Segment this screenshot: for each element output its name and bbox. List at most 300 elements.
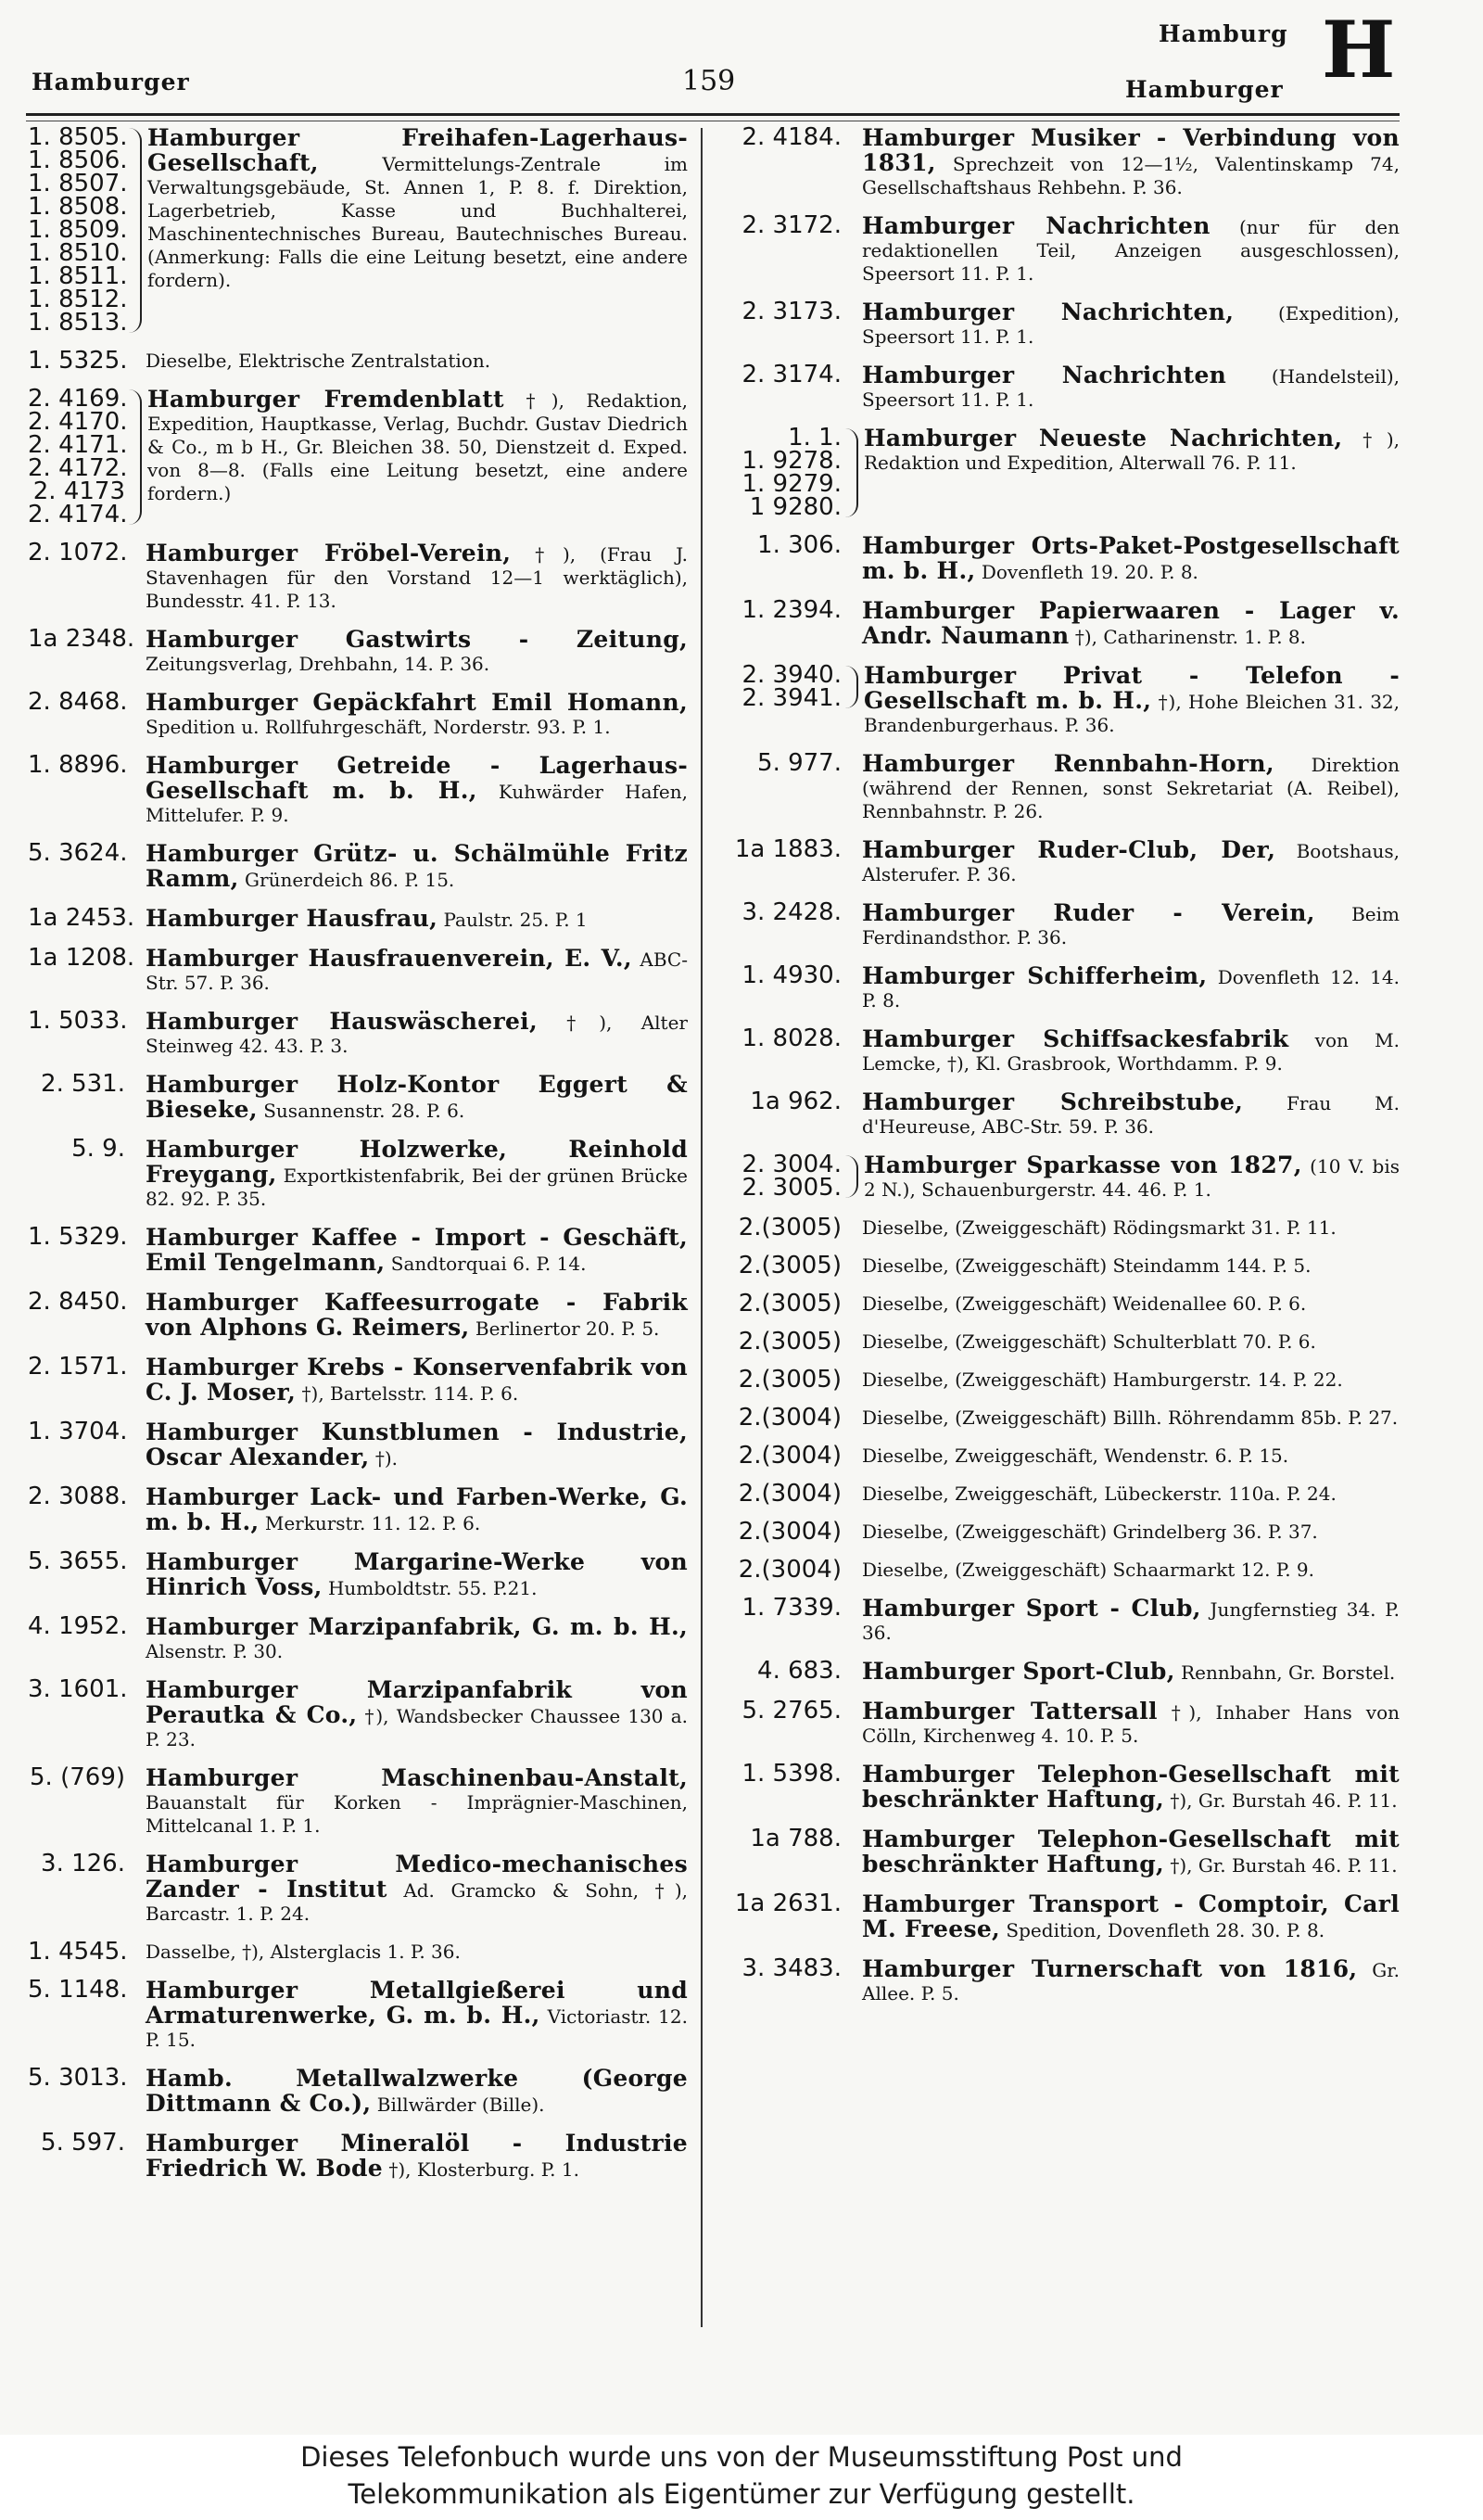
directory-entry bbox=[28, 904, 688, 932]
subscriber-name: Hamburger Musiker - Verbindung von 1831, bbox=[862, 124, 1400, 176]
entry-text bbox=[146, 541, 688, 613]
phone-number: 2. 3941. bbox=[742, 684, 842, 712]
phone-number: 2. 4174. bbox=[28, 501, 128, 528]
directory-entry bbox=[28, 1612, 688, 1663]
phone-number: 1. 8896. bbox=[28, 751, 128, 779]
subscriber-name: Hamburger Turnerschaft von 1816, bbox=[862, 1955, 1358, 1982]
subscriber-details: Dieselbe, (Zweiggeschäft) Schulterblatt 70. P. 6. bbox=[862, 1330, 1316, 1353]
entry-text bbox=[146, 907, 688, 932]
subscriber-details: Exportkistenfabrik, Bei der grünen Brücke 82. 92. P. 35. bbox=[146, 1165, 688, 1210]
phone-number: 2.(3005) bbox=[738, 1214, 842, 1241]
directory-entry bbox=[723, 1153, 1400, 1202]
entry-text bbox=[146, 1550, 688, 1600]
header-right-keyword: Hamburger bbox=[1125, 76, 1284, 103]
number-group-brace bbox=[129, 389, 142, 525]
directory-entry bbox=[723, 1216, 1400, 1240]
entry-text bbox=[864, 1153, 1400, 1202]
phone-numbers bbox=[723, 835, 842, 863]
phone-number: 1. 1. bbox=[788, 424, 842, 452]
subscriber-name: Hamburger Krebs - Konservenfabrik von C. J. Moser, bbox=[146, 1354, 688, 1406]
entry-text bbox=[862, 901, 1400, 949]
directory-entry bbox=[723, 835, 1400, 886]
entry-text bbox=[146, 691, 688, 739]
subscriber-name: Hamburger Orts-Paket-Postgesellschaft m. b. H., bbox=[862, 532, 1400, 584]
subscriber-name: Hamburger Rennbahn-Horn, bbox=[862, 750, 1274, 777]
subscriber-details: Spedition, Dovenfleth 28. 30. P. 8. bbox=[1000, 1919, 1325, 1941]
subscriber-details: Dieselbe, (Zweiggeschäft) Hamburgerstr. 14. P. 22. bbox=[862, 1368, 1343, 1391]
entry-text bbox=[862, 214, 1400, 286]
subscriber-details: Victoriastr. 12. P. 15. bbox=[146, 2005, 688, 2051]
entry-text bbox=[862, 964, 1400, 1012]
phone-numbers bbox=[28, 1135, 125, 1163]
phone-numbers bbox=[723, 961, 842, 989]
phone-number: 2.(3005) bbox=[738, 1252, 842, 1279]
directory-entry bbox=[723, 749, 1400, 823]
entry-text bbox=[146, 1941, 688, 1964]
entry-text bbox=[862, 1559, 1400, 1582]
subscriber-details: (Handelsteil), Speersort 11. P. 1. bbox=[862, 365, 1400, 411]
entry-text bbox=[862, 1254, 1400, 1278]
index-letter: H bbox=[1322, 4, 1396, 95]
phone-numbers bbox=[28, 1070, 125, 1098]
entry-text bbox=[146, 1291, 688, 1341]
subscriber-details: Grünerdeich 86. P. 15. bbox=[238, 869, 455, 891]
subscriber-name: Hamburger Sport-Club, bbox=[862, 1658, 1175, 1685]
phone-number: 2. 4172. bbox=[28, 454, 128, 482]
phone-number: 4. 1952. bbox=[28, 1612, 128, 1640]
phone-number: 2. 8450. bbox=[28, 1288, 128, 1316]
subscriber-name: Hamburger Schiffsackesfabrik bbox=[862, 1025, 1289, 1052]
subscriber-name: Hamburger Gepäckfahrt Emil Homann, bbox=[146, 689, 688, 716]
phone-number: 5. 3624. bbox=[28, 839, 128, 867]
subscriber-details: (10 V. bis 2 N.), Schauenburgerstr. 44. 46. P. 1. bbox=[864, 1155, 1400, 1201]
directory-entry bbox=[723, 531, 1400, 584]
subscriber-details: Vermittelungs-Zentrale im Verwaltungsgebäude, St. Annen 1, P. 8. f. Direktion, Lagerbetrieb, Kasse und Buchhalterei, Maschinentechnisches Bureau, Bautechnisches Bureau. (Anmerkung: Falls die eine Leitung besetzt, eine andere fordern). bbox=[147, 153, 688, 291]
entry-text bbox=[862, 1027, 1400, 1075]
phone-number: 1. 8505. bbox=[28, 123, 128, 151]
directory-entry bbox=[723, 426, 1400, 519]
subscriber-name: Hamburger Getreide - Lagerhaus-Gesellschaft m. b. H., bbox=[146, 752, 688, 804]
directory-entry bbox=[723, 123, 1400, 199]
entry-text bbox=[864, 426, 1400, 475]
phone-number: 5. (769) bbox=[30, 1763, 125, 1791]
phone-number: 2. 4171. bbox=[28, 431, 128, 459]
footer-line-1: Dieses Telefonbuch wurde uns von der Museumsstiftung Post und bbox=[300, 2441, 1183, 2473]
footer-line-2: Telekommunikation als Eigentümer zur Verfügung gestellt. bbox=[348, 2478, 1135, 2510]
entry-text bbox=[146, 1138, 688, 1211]
phone-number: 2. 4184. bbox=[742, 123, 842, 151]
phone-numbers bbox=[28, 1852, 125, 1876]
header-left-keyword: Hamburger bbox=[32, 69, 190, 95]
directory-entry bbox=[28, 944, 688, 995]
entry-text bbox=[862, 1521, 1400, 1544]
subscriber-name: Hamburger Holzwerke, Reinhold Freygang, bbox=[146, 1136, 688, 1188]
phone-number: 2. 3172. bbox=[742, 211, 842, 239]
entry-text bbox=[862, 300, 1400, 349]
entry-text bbox=[146, 947, 688, 995]
phone-numbers bbox=[28, 1938, 128, 1966]
entry-text bbox=[146, 2067, 688, 2117]
subscriber-name: Hamburger Privat - Telefon - Gesellschaft m. b. H., bbox=[864, 662, 1400, 714]
phone-numbers bbox=[723, 363, 842, 387]
phone-number: 2. 8468. bbox=[28, 688, 128, 716]
entry-text bbox=[146, 1355, 688, 1406]
phone-number: 2. 4169. bbox=[28, 385, 128, 413]
phone-number: 1. 9278. bbox=[742, 447, 842, 475]
phone-number: 1. 306. bbox=[757, 531, 842, 559]
phone-number: 1. 8511. bbox=[28, 262, 128, 290]
subscriber-name: Hamburger Papierwaaren - Lager v. Andr. Naumann bbox=[862, 597, 1400, 649]
subscriber-details: Dieselbe, (Zweiggeschäft) Rödingsmarkt 31. P. 11. bbox=[862, 1216, 1337, 1239]
subscriber-name: Hamburger Medico-mechanisches Zander - Institut bbox=[146, 1851, 688, 1903]
phone-number: 2. 1571. bbox=[28, 1353, 128, 1381]
phone-numbers bbox=[723, 1027, 842, 1050]
subscriber-name: Hamburger Telephon-Gesellschaft mit beschränkter Haftung, bbox=[862, 1826, 1400, 1877]
phone-numbers bbox=[28, 2129, 125, 2157]
subscriber-name: Hamburger Hausfrau, bbox=[146, 905, 438, 932]
phone-numbers bbox=[28, 688, 128, 716]
entry-text bbox=[146, 1979, 688, 2052]
entry-text bbox=[862, 1763, 1400, 1813]
directory-entry bbox=[723, 961, 1400, 1012]
phone-numbers bbox=[723, 531, 842, 559]
directory-entry bbox=[723, 661, 1400, 737]
subscriber-details: Frau M. d'Heureuse, ABC-Str. 59. P. 36. bbox=[862, 1092, 1400, 1138]
phone-numbers bbox=[723, 1216, 842, 1240]
column-divider bbox=[701, 128, 703, 2327]
entry-text bbox=[146, 1766, 688, 1838]
phone-number: 5. 3013. bbox=[28, 2064, 128, 2092]
directory-entry bbox=[723, 1090, 1400, 1139]
subscriber-details: Dasselbe, †), Alsterglacis 1. P. 36. bbox=[146, 1941, 461, 1963]
phone-numbers bbox=[723, 211, 842, 239]
subscriber-name: Hamburger Mineralöl - Industrie Friedrich W. Bode bbox=[146, 2130, 688, 2182]
entry-text bbox=[862, 1892, 1400, 1942]
subscriber-name: Hamburger Ruder-Club, Der, bbox=[862, 836, 1276, 863]
phone-number: 1a 2631. bbox=[734, 1890, 842, 1917]
entry-text bbox=[862, 1090, 1400, 1139]
phone-number: 2. 4173 bbox=[32, 477, 125, 505]
directory-entry bbox=[723, 1594, 1400, 1645]
directory-entry bbox=[28, 1355, 688, 1406]
directory-entry bbox=[28, 1007, 688, 1058]
subscriber-details: (Expedition), Speersort 11. P. 1. bbox=[862, 302, 1400, 348]
phone-number: 1. 4930. bbox=[742, 961, 842, 989]
subscriber-details: Beim Ferdinandsthor. P. 36. bbox=[862, 903, 1400, 948]
subscriber-details: Dieselbe, (Zweiggeschäft) Billh. Röhrendamm 85b. P. 27. bbox=[862, 1406, 1399, 1429]
subscriber-details: (nur für den redaktionellen Teil, Anzeigen ausgeschlossen), Speersort 11. P. 1. bbox=[862, 216, 1400, 285]
subscriber-name: Hamburger Marzipanfabrik, G. m. b. H., bbox=[146, 1613, 688, 1640]
directory-entry bbox=[723, 596, 1400, 649]
subscriber-details: ABC-Str. 57. P. 36. bbox=[146, 948, 688, 994]
phone-numbers bbox=[723, 1518, 842, 1546]
phone-numbers bbox=[28, 839, 128, 867]
subscriber-details: Merkurstr. 11. 12. P. 6. bbox=[259, 1512, 481, 1534]
phone-number: 4. 683. bbox=[757, 1657, 842, 1685]
directory-entry bbox=[28, 1288, 688, 1341]
subscriber-details: Dieselbe, (Zweiggeschäft) Steindamm 144. P. 5. bbox=[862, 1254, 1312, 1277]
directory-entry bbox=[723, 1442, 1400, 1470]
subscriber-details: Alsenstr. P. 30. bbox=[146, 1640, 284, 1662]
subscriber-name: Hamburger Nachrichten bbox=[862, 362, 1227, 388]
phone-numbers bbox=[723, 596, 842, 624]
right-column bbox=[723, 123, 1400, 2020]
phone-numbers bbox=[28, 347, 128, 375]
entry-text bbox=[862, 1330, 1400, 1354]
subscriber-details: Sprechzeit von 12—1½, Valentinskamp 74, Gesellschaftshaus Rehbehn. P. 36. bbox=[862, 153, 1400, 198]
phone-number: 5. 597. bbox=[41, 2129, 125, 2157]
number-group-brace bbox=[845, 666, 858, 708]
phone-number: 3. 126. bbox=[41, 1850, 125, 1877]
subscriber-name: Hamburger Tattersall bbox=[862, 1698, 1158, 1725]
phone-numbers bbox=[28, 539, 128, 566]
phone-numbers bbox=[723, 1657, 842, 1685]
phone-number: 1a 2348. bbox=[28, 625, 135, 653]
directory-entry bbox=[28, 1763, 688, 1838]
subscriber-details: Susannenstr. 28. P. 6. bbox=[257, 1100, 465, 1122]
phone-number: 1. 8509. bbox=[28, 216, 128, 244]
entry-text bbox=[862, 1292, 1400, 1316]
subscriber-details: †), Wandsbecker Chaussee 130 a. P. 23. bbox=[146, 1705, 688, 1750]
phone-numbers bbox=[723, 1090, 842, 1114]
phone-number: 2.(3004) bbox=[738, 1480, 842, 1508]
phone-number: 5. 1148. bbox=[28, 1976, 128, 2004]
phone-numbers bbox=[723, 1760, 842, 1788]
phone-numbers bbox=[723, 1954, 842, 1982]
subscriber-name: Hamburger Schreibstube, bbox=[862, 1088, 1244, 1115]
subscriber-name: Hamburger Fremdenblatt bbox=[147, 386, 504, 413]
directory-entry bbox=[28, 1976, 688, 2052]
entry-text bbox=[862, 1597, 1400, 1645]
directory-entry bbox=[28, 688, 688, 739]
subscriber-name: Hamburger Schifferheim, bbox=[862, 962, 1208, 989]
subscriber-details: Dieselbe, (Zweiggeschäft) Weidenallee 60. P. 6. bbox=[862, 1292, 1307, 1315]
subscriber-details: Dovenfleth 12. 14. P. 8. bbox=[862, 966, 1400, 1012]
subscriber-name: Hamburger Freihafen-Lagerhaus-Gesellschaft, bbox=[147, 124, 688, 176]
entry-text bbox=[862, 752, 1400, 823]
directory-entry bbox=[723, 1292, 1400, 1316]
entry-text bbox=[146, 2132, 688, 2182]
subscriber-details: †), Redaktion und Expedition, Alterwall 76. P. 11. bbox=[864, 428, 1400, 474]
subscriber-name: Hamburger Gastwirts - Zeitung, bbox=[146, 626, 688, 653]
subscriber-details: Gr. Allee. P. 5. bbox=[862, 1959, 1400, 2005]
phone-number: 1. 5329. bbox=[28, 1223, 128, 1251]
header-right-city: Hamburg bbox=[1159, 20, 1288, 47]
phone-numbers bbox=[723, 300, 842, 324]
directory-entry bbox=[28, 347, 688, 375]
subscriber-name: Hamburger Lack- und Farben-Werke, G. m. b. H., bbox=[146, 1483, 688, 1535]
directory-entry bbox=[723, 1827, 1400, 1877]
directory-entry bbox=[28, 1675, 688, 1751]
phone-number: 1. 8506. bbox=[28, 146, 128, 174]
subscriber-details: †), Hohe Bleichen 31. 32, Brandenburgerhaus. P. 36. bbox=[864, 691, 1400, 736]
directory-entry bbox=[723, 300, 1400, 349]
entry-text bbox=[146, 1073, 688, 1123]
subscriber-details: †), Alter Steinweg 42. 43. P. 3. bbox=[146, 1012, 688, 1057]
entry-text bbox=[146, 1420, 688, 1470]
phone-numbers bbox=[723, 1699, 842, 1723]
subscriber-details: von M. Lemcke, †), Kl. Grasbrook, Worthdamm. P. 9. bbox=[862, 1029, 1400, 1075]
subscriber-name: Hamburger Margarine-Werke von Hinrich Voss, bbox=[146, 1548, 688, 1600]
phone-numbers bbox=[28, 904, 135, 932]
directory-entry bbox=[28, 1223, 688, 1276]
phone-number: 5. 2765. bbox=[742, 1697, 842, 1725]
phone-number: 2.(3005) bbox=[738, 1366, 842, 1394]
phone-number: 1. 8513. bbox=[28, 309, 128, 337]
subscriber-name: Hamburger Nachrichten, bbox=[862, 299, 1235, 325]
directory-entry bbox=[28, 2129, 688, 2182]
phone-numbers bbox=[28, 1612, 128, 1640]
entry-text bbox=[862, 1957, 1400, 2005]
phone-number: 2. 3004. bbox=[742, 1151, 842, 1178]
directory-entry bbox=[723, 1657, 1400, 1685]
number-group-brace bbox=[845, 1155, 858, 1198]
entry-text bbox=[146, 842, 688, 892]
page-number: 159 bbox=[682, 65, 736, 97]
directory-entry bbox=[28, 1852, 688, 1926]
subscriber-name: Hamburger Marzipanfabrik von Perautka & Co., bbox=[146, 1676, 688, 1728]
subscriber-details: Dieselbe, Zweiggeschäft, Lübeckerstr. 110a. P. 24. bbox=[862, 1483, 1337, 1505]
directory-entry bbox=[723, 1954, 1400, 2005]
directory-entry bbox=[723, 1368, 1400, 1392]
entry-text bbox=[146, 1010, 688, 1058]
phone-number: 2. 4170. bbox=[28, 408, 128, 436]
subscriber-details: Sandtorquai 6. P. 14. bbox=[385, 1253, 587, 1275]
phone-number: 1a 2453. bbox=[28, 904, 135, 932]
phone-numbers bbox=[723, 1406, 842, 1430]
entry-text bbox=[862, 534, 1400, 584]
directory-entry bbox=[723, 1254, 1400, 1278]
directory-entry bbox=[723, 1480, 1400, 1508]
phone-numbers bbox=[723, 1330, 842, 1354]
entry-text bbox=[146, 628, 688, 676]
entry-text bbox=[146, 1485, 688, 1535]
phone-numbers bbox=[28, 1288, 128, 1316]
phone-number: 2. 3173. bbox=[742, 298, 842, 325]
phone-number: 2.(3004) bbox=[738, 1442, 842, 1470]
phone-numbers bbox=[723, 1892, 842, 1915]
subscriber-details: †). bbox=[369, 1447, 399, 1470]
directory-entry bbox=[723, 1330, 1400, 1354]
entry-text bbox=[862, 1483, 1400, 1506]
entry-text bbox=[146, 1615, 688, 1663]
directory-entry bbox=[723, 1699, 1400, 1748]
subscriber-name: Hamburger Fröbel-Verein, bbox=[146, 540, 512, 566]
subscriber-details: Dieselbe, Zweiggeschäft, Wendenstr. 6. P. 15. bbox=[862, 1445, 1289, 1467]
subscriber-details: Direktion (während der Rennen, sonst Sekretariat (A. Reibel), Rennbahnstr. P. 26. bbox=[862, 754, 1400, 822]
directory-entry bbox=[28, 1547, 688, 1600]
subscriber-name: Hamburger Sparkasse von 1827, bbox=[864, 1152, 1302, 1178]
directory-entry bbox=[28, 1070, 688, 1123]
directory-entry bbox=[723, 1892, 1400, 1942]
phone-number: 2.(3004) bbox=[738, 1518, 842, 1546]
phone-numbers bbox=[723, 661, 842, 712]
phone-numbers bbox=[723, 1556, 842, 1584]
subscriber-details: †), Gr. Burstah 46. P. 11. bbox=[1164, 1854, 1398, 1877]
phone-numbers bbox=[28, 625, 135, 653]
phone-number: 2. 3005. bbox=[742, 1174, 842, 1202]
phone-numbers bbox=[28, 1418, 128, 1445]
subscriber-details: †), Bartelsstr. 114. P. 6. bbox=[296, 1382, 519, 1405]
subscriber-name: Hamburger Sport - Club, bbox=[862, 1595, 1201, 1622]
directory-entry bbox=[723, 1406, 1400, 1430]
phone-numbers bbox=[723, 1442, 842, 1470]
phone-numbers bbox=[723, 123, 842, 151]
phone-numbers bbox=[723, 1368, 842, 1392]
phone-number: 1. 7339. bbox=[742, 1594, 842, 1622]
directory-entry bbox=[28, 123, 688, 337]
entry-text bbox=[147, 126, 688, 292]
subscriber-name: Hamburger Kaffee - Import - Geschäft, Emil Tengelmann, bbox=[146, 1224, 688, 1276]
phone-number: 1. 8507. bbox=[28, 170, 128, 197]
phone-numbers bbox=[723, 1153, 842, 1200]
subscriber-details: Humboldtstr. 55. P.21. bbox=[322, 1577, 538, 1599]
phone-number: 1. 4545. bbox=[28, 1938, 128, 1966]
subscriber-name: Hamburger Hauswäscherei, bbox=[146, 1008, 538, 1035]
subscriber-details: Rennbahn, Gr. Borstel. bbox=[1174, 1661, 1396, 1684]
directory-entry bbox=[28, 625, 688, 676]
entry-text bbox=[864, 664, 1400, 737]
phone-number: 1. 5033. bbox=[28, 1007, 128, 1035]
phone-number: 1. 8512. bbox=[28, 286, 128, 313]
phone-numbers bbox=[723, 1827, 842, 1851]
subscriber-details: Spedition u. Rollfuhrgeschäft, Norderstr. 93. P. 1. bbox=[146, 716, 611, 738]
phone-numbers bbox=[28, 123, 128, 337]
phone-number: 1. 8510. bbox=[28, 239, 128, 267]
phone-number: 1. 5325. bbox=[28, 347, 128, 375]
phone-number: 3. 3483. bbox=[742, 1954, 842, 1982]
left-column bbox=[28, 123, 689, 2196]
phone-number: 1. 5398. bbox=[742, 1760, 842, 1788]
phone-numbers bbox=[28, 385, 128, 528]
directory-entry bbox=[28, 385, 689, 528]
entry-text bbox=[147, 388, 688, 505]
directory-entry bbox=[28, 541, 688, 613]
phone-number: 2.(3005) bbox=[738, 1328, 842, 1355]
subscriber-details: Ad. Gramcko & Sohn, †), Barcastr. 1. P. 24. bbox=[146, 1879, 688, 1925]
subscriber-details: †), Inhaber Hans von Cölln, Kirchenweg 4. 10. P. 5. bbox=[862, 1701, 1400, 1747]
phone-number: 1. 3704. bbox=[28, 1418, 128, 1445]
phone-numbers bbox=[28, 1675, 128, 1703]
phone-numbers bbox=[28, 751, 128, 779]
phone-number: 5. 9. bbox=[71, 1135, 125, 1163]
directory-entry bbox=[28, 1485, 688, 1535]
directory-entry bbox=[723, 1556, 1400, 1584]
subscriber-details: Berlinertor 20. P. 5. bbox=[469, 1317, 660, 1340]
subscriber-name: Hamburger Kaffeesurrogate - Fabrik von Alphons G. Reimers, bbox=[146, 1289, 688, 1341]
entry-text bbox=[862, 838, 1400, 886]
subscriber-name: Hamburger Neueste Nachrichten, bbox=[864, 425, 1343, 452]
phone-numbers bbox=[28, 1007, 128, 1035]
subscriber-details: Dieselbe, Elektrische Zentralstation. bbox=[146, 350, 491, 372]
subscriber-details: †), Gr. Burstah 46. P. 11. bbox=[1164, 1789, 1398, 1812]
phone-number: 1. 2394. bbox=[742, 596, 842, 624]
directory-entry bbox=[723, 898, 1400, 949]
directory-entry bbox=[28, 839, 688, 892]
phone-numbers bbox=[28, 944, 135, 972]
entry-text bbox=[862, 1216, 1400, 1240]
phone-number: 2. 531. bbox=[41, 1070, 125, 1098]
subscriber-name: Hamburger Grütz- u. Schälmühle Fritz Ramm, bbox=[146, 840, 688, 892]
subscriber-name: Hamburger Hausfrauenverein, E. V., bbox=[146, 945, 632, 972]
entry-text bbox=[146, 754, 688, 827]
subscriber-details: Bauanstalt für Korken - Imprägnier-Maschinen, Mittelcanal 1. P. 1. bbox=[146, 1791, 688, 1837]
phone-number: 1 9280. bbox=[749, 493, 842, 521]
phone-number: 2. 3940. bbox=[742, 661, 842, 689]
subscriber-name: Hamburger Nachrichten bbox=[862, 212, 1210, 239]
subscriber-details: Dieselbe, (Zweiggeschäft) Grindelberg 36. P. 37. bbox=[862, 1521, 1318, 1543]
phone-number: 1. 9279. bbox=[742, 470, 842, 498]
